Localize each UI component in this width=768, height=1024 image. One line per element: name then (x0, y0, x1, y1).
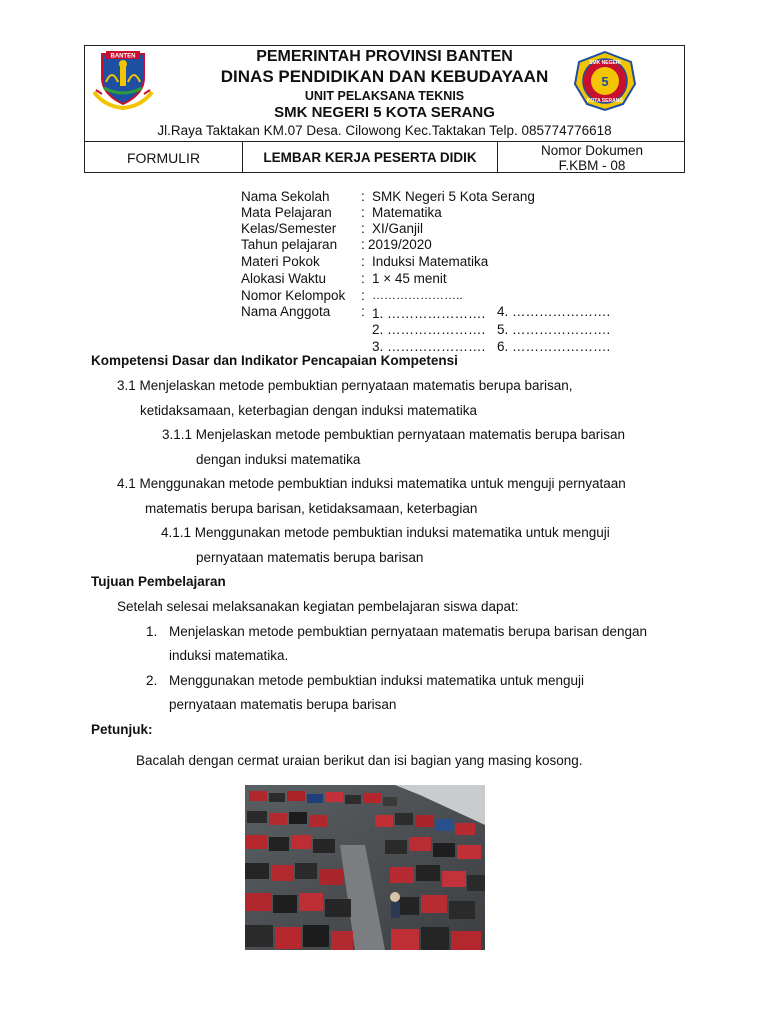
school-logo-text-top: SMK NEGERI (589, 60, 621, 66)
form-title: LEMBAR KERJA PESERTA DIDIK (243, 142, 498, 173)
form-label: FORMULIR (85, 142, 243, 173)
indicator-line: pernyataan matematis berupa barisan (196, 550, 424, 565)
header-government: PEMERINTAH PROVINSI BANTEN (256, 48, 513, 65)
kd-line: ketidaksamaan, keterbagian dengan induksi matematika (140, 403, 477, 418)
identity-label: Materi Pokok (241, 254, 320, 269)
identity-value: Matematika (372, 205, 442, 220)
kd-line: 3.1 Menjelaskan metode pembuktian pernyataan matematis berupa barisan, (117, 378, 573, 393)
tujuan-intro: Setelah selesai melaksanakan kegiatan pembelajaran siswa dapat: (117, 599, 519, 614)
indicator-line: 4.1.1 Menggunakan metode pembuktian induksi matematika untuk menguji (161, 525, 610, 540)
header-unit: UNIT PELAKSANA TEKNIS (304, 89, 465, 103)
tujuan-item: Menggunakan metode pembuktian induksi matematika untuk menguji (169, 673, 584, 688)
identity-colon: : (361, 271, 365, 286)
document-number-cell (498, 142, 686, 173)
identity-colon: : (361, 304, 365, 319)
member-slot: 5. …………………. (497, 322, 611, 337)
form-row (85, 142, 684, 173)
parked-motorcycles-photo (245, 785, 485, 950)
header-department: DINAS PENDIDIKAN DAN KEBUDAYAAN (220, 67, 549, 86)
kd-line: 4.1 Menggunakan metode pembuktian induksi matematika untuk menguji pernyataan (117, 476, 626, 491)
tujuan-item: pernyataan matematis berupa barisan (169, 697, 397, 712)
identity-colon: : (361, 288, 365, 303)
document-number-value: F.KBM - 08 (558, 157, 626, 173)
identity-label: Mata Pelajaran (241, 205, 332, 220)
identity-value: 2019/2020 (368, 237, 432, 252)
identity-colon: : (361, 254, 365, 269)
member-slot: 6. …………………. (497, 339, 611, 354)
identity-colon: : (361, 205, 365, 220)
kd-line: matematis berupa barisan, ketidaksamaan, keterbagian (145, 501, 478, 516)
petunjuk-heading: Petunjuk: (91, 722, 153, 737)
indicator-line: 3.1.1 Menjelaskan metode pembuktian pernyataan matematis berupa barisan (162, 427, 626, 442)
document-number-label: Nomor Dokumen (540, 142, 644, 158)
tujuan-heading: Tujuan Pembelajaran (91, 574, 226, 589)
member-slot: 2. …………………. (372, 322, 486, 337)
banten-logo-icon (92, 48, 154, 110)
member-slot: 4. …………………. (497, 304, 611, 319)
tujuan-item: induksi matematika. (169, 648, 289, 663)
identity-label: Tahun pelajaran (241, 237, 338, 252)
identity-colon: : (361, 237, 365, 252)
petunjuk-text: Bacalah dengan cermat uraian berikut dan isi bagian yang masing kosong. (136, 753, 583, 768)
identity-value: 1 × 45 menit (372, 271, 447, 286)
identity-value: ………………….. (372, 288, 463, 302)
banten-logo-text: BANTEN (110, 53, 136, 60)
identity-colon: : (361, 189, 365, 204)
school-logo-text-bottom: KOTA SERANG (586, 98, 624, 104)
identity-label: Nomor Kelompok (241, 288, 346, 303)
identity-label: Nama Anggota (241, 304, 331, 319)
tujuan-item: Menjelaskan metode pembuktian pernyataan matematis berupa barisan dengan (169, 624, 648, 639)
member-slot: 1. …………………. (372, 306, 486, 321)
list-number: 1. (146, 624, 158, 639)
identity-label: Kelas/Semester (241, 221, 337, 236)
school-logo-number: 5 (601, 74, 609, 89)
header-address: Jl.Raya Taktakan KM.07 Desa. Cilowong Kec.Taktakan Telp. 085774776618 (157, 123, 612, 138)
indicator-line: dengan induksi matematika (196, 452, 361, 467)
kd-heading: Kompetensi Dasar dan Indikator Pencapaian Kompetensi (91, 353, 458, 368)
list-number: 2. (146, 673, 158, 688)
member-slot: 3. …………………. (372, 339, 486, 354)
school-logo-icon (571, 50, 639, 112)
identity-value: SMK Negeri 5 Kota Serang (372, 189, 535, 204)
identity-label: Alokasi Waktu (241, 271, 327, 286)
identity-value: XI/Ganjil (372, 221, 424, 236)
identity-colon: : (361, 221, 365, 236)
header-school: SMK NEGERI 5 KOTA SERANG (274, 104, 495, 121)
identity-value: Induksi Matematika (372, 254, 489, 269)
identity-label: Nama Sekolah (241, 189, 330, 204)
